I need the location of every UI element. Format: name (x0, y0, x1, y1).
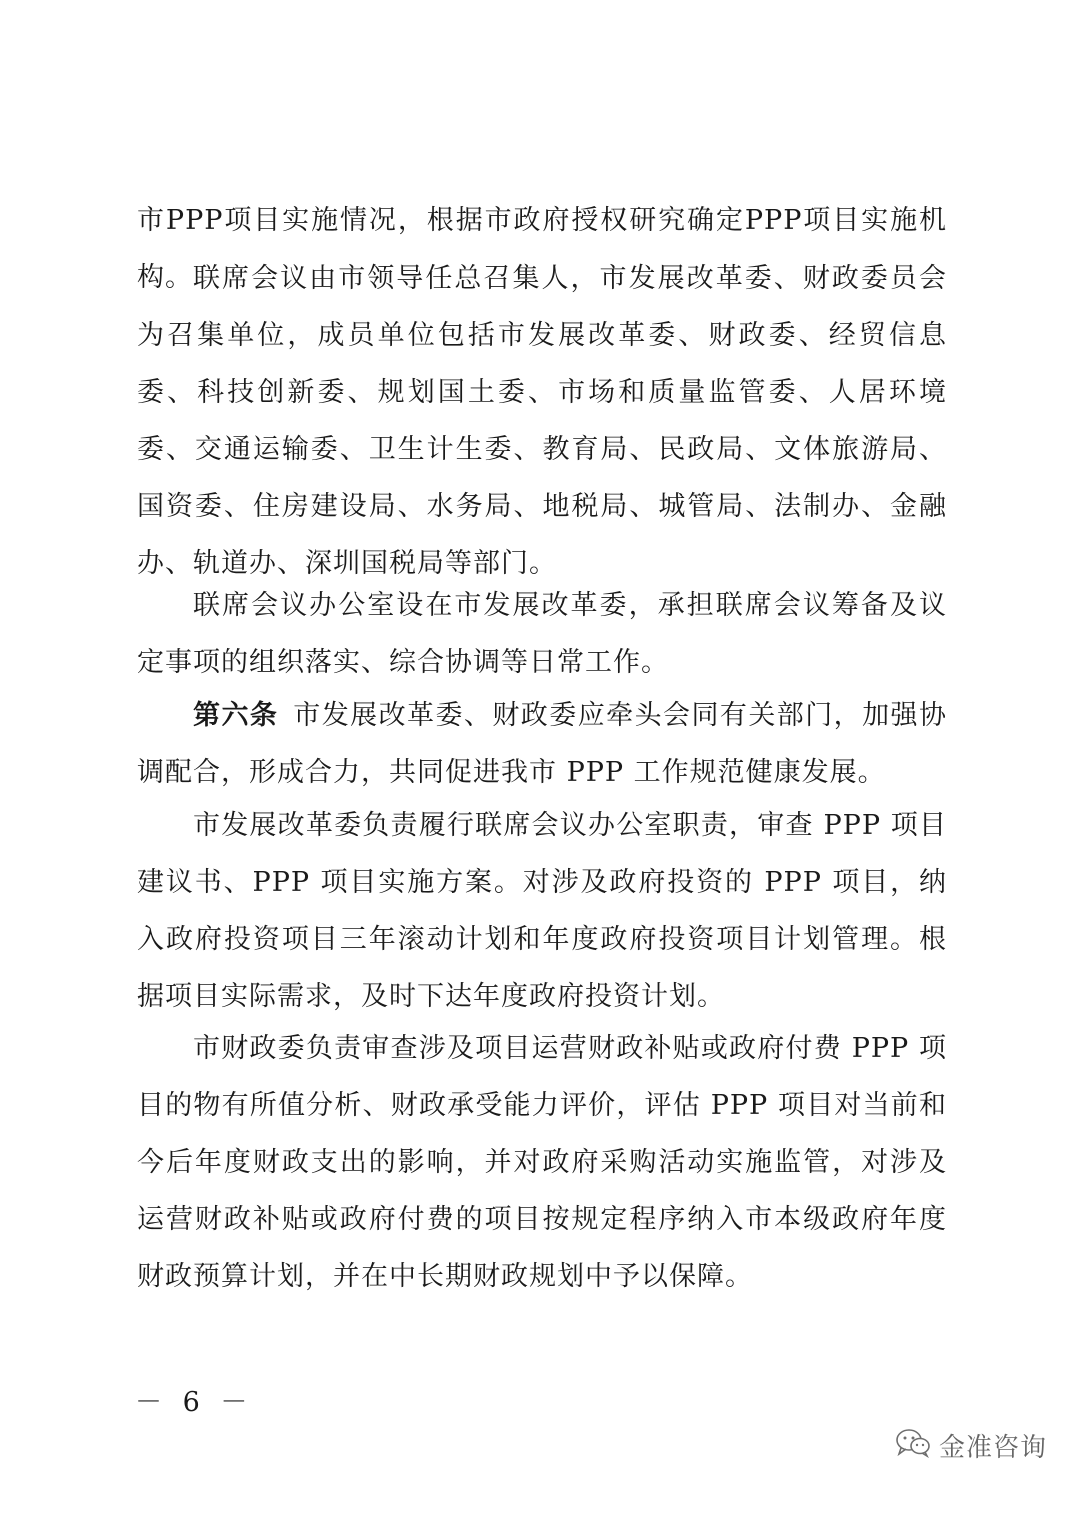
watermark (895, 1425, 1047, 1465)
paragraph-joint-meeting-members (137, 250, 947, 592)
paragraph-text: 市PPP项目实施情况，根据市政府授权研究确定PPP项目实施机构。 (137, 205, 947, 293)
paragraph-finance-duties (137, 1020, 947, 1305)
paragraph-text: 联席会议办公室设在市发展改革委，承担联席会议筹备及议定事项的组织落实、综合协调等日常工作。 (137, 590, 947, 678)
paragraph-text: 市财政委负责审查涉及项目运营财政补贴或政府付费 PPP 项目的物有所值分析、财政承受能力评价，评估 PPP 项目对当前和今后年度财政支出的影响，并对政府采购活动实施监管，对涉及运营财政补贴或政府付费的项目按规定程序纳入市本级政府年度财政预算计划，并在中长期财政规划中予以保障。 (137, 1033, 947, 1292)
paragraph-joint-meeting-office (137, 577, 947, 691)
paragraph-text: 市发展改革委负责履行联席会议办公室职责，审查 PPP 项目建议书、PPP 项目实施方案。对涉及政府投资的 PPP 项目，纳入政府投资项目三年滚动计划和年度政府投资项目计划管理。根据项目实际需求，及时下达年度政府投资计划。 (137, 810, 947, 1012)
paragraph-text: 联席会议由市领导任总召集人，市发展改革委、财政委员会为召集单位，成员单位包括市发展改革委、财政委、经贸信息委、科技创新委、规划国土委、市场和质量监管委、人居环境委、交通运输委、卫生计生委、教育局、民政局、文体旅游局、国资委、住房建设局、水务局、地税局、城管局、法制办、金融办、轨道办、深圳国税局等部门。 (137, 263, 947, 579)
watermark-text: 金准咨询 (939, 1432, 1048, 1463)
article-six (137, 687, 947, 801)
article-heading: 第六条 (193, 700, 279, 731)
paragraph-text: 市发展改革委、财政委应牵头会同有关部门，加强协调配合，形成合力，共同促进我市 PPP 工作规范健康发展。 (137, 700, 948, 788)
page-number: － 6 － (135, 1387, 254, 1418)
wechat-icon (895, 1428, 931, 1462)
paragraph-development-reform-duties (137, 797, 947, 1025)
